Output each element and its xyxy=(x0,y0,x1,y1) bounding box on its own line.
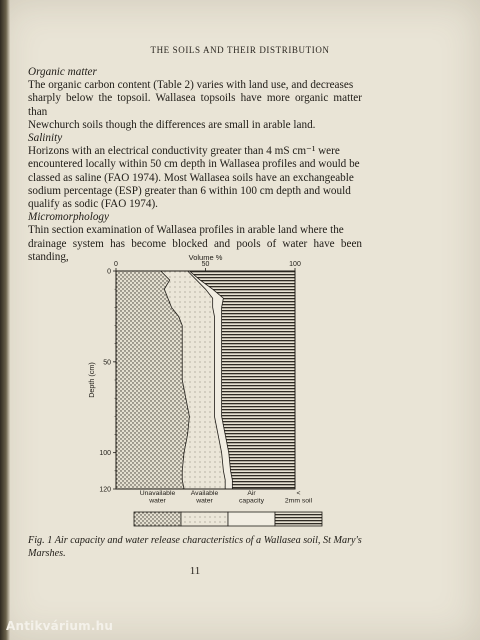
running-head: THE SOILS AND THEIR DISTRIBUTION xyxy=(150,45,330,55)
volume-depth-chart xyxy=(28,250,362,540)
y-axis-label: Depth (cm) xyxy=(87,362,96,398)
legend-label: Unavailable xyxy=(139,490,176,497)
y-tick-label: 0 xyxy=(107,268,111,276)
y-tick-label: 120 xyxy=(99,486,111,494)
legend-label: water xyxy=(196,497,213,505)
book-binding-shadow xyxy=(0,0,10,640)
text-line: Newchurch soils though the differences are small in arable land. xyxy=(28,118,316,131)
legend-label: capacity xyxy=(239,497,264,505)
legend-swatch xyxy=(181,512,228,526)
text-line: The organic carbon content (Table 2) varies with land use, and decreases xyxy=(28,79,354,92)
text-line: qualify as sodic (FAO 1974). xyxy=(28,198,158,211)
legend-label: 2mm soil xyxy=(284,497,313,505)
x-tick-label: 50 xyxy=(201,261,210,268)
y-tick-label: 100 xyxy=(99,450,111,458)
legend-swatch xyxy=(275,512,322,526)
section-heading-micromorphology: Micromorphology xyxy=(28,211,109,224)
text-line: Horizons with an electrical conductivity greater than 4 mS cm⁻¹ were xyxy=(28,145,340,158)
y-tick-label: 50 xyxy=(103,359,111,367)
text-line: Thin section examination of Wallasea profiles in arable land where the xyxy=(28,224,344,237)
legend-label: Air xyxy=(247,490,256,497)
figure-caption: Fig. 1 Air capacity and water release characteristics of a Wallasea soil, St Mary's Marshes. xyxy=(28,535,362,559)
legend-label: water xyxy=(149,497,166,505)
legend-label: Available xyxy=(190,490,219,497)
watermark-logo: Antikvárium.hu xyxy=(6,619,114,633)
text-line: sodium percentage (ESP) greater than 6 within 100 cm depth and would xyxy=(28,184,351,197)
legend-swatch xyxy=(134,512,181,526)
text-line: classed as saline (FAO 1974). Most Wallasea soils have an exchangeable xyxy=(28,171,354,184)
chart-title: Volume % xyxy=(188,253,223,262)
legend-swatch xyxy=(228,512,275,526)
text-line: drainage system has become blocked and pools of water have been standing, xyxy=(28,237,362,263)
section-heading-salinity: Salinity xyxy=(28,132,63,145)
text-line: sharply below the topsoil. Wallasea topsoils have more organic matter than xyxy=(28,92,362,118)
text-line: encountered locally within 50 cm depth in Wallasea profiles and would be xyxy=(28,158,360,171)
x-tick-label: 100 xyxy=(289,261,301,268)
x-tick-label: 0 xyxy=(114,261,118,268)
legend-label: < xyxy=(296,490,301,497)
figure-1 xyxy=(28,250,362,540)
page-number: 11 xyxy=(189,565,201,577)
body-text xyxy=(28,66,362,264)
section-heading-organic-matter: Organic matter xyxy=(28,66,97,78)
